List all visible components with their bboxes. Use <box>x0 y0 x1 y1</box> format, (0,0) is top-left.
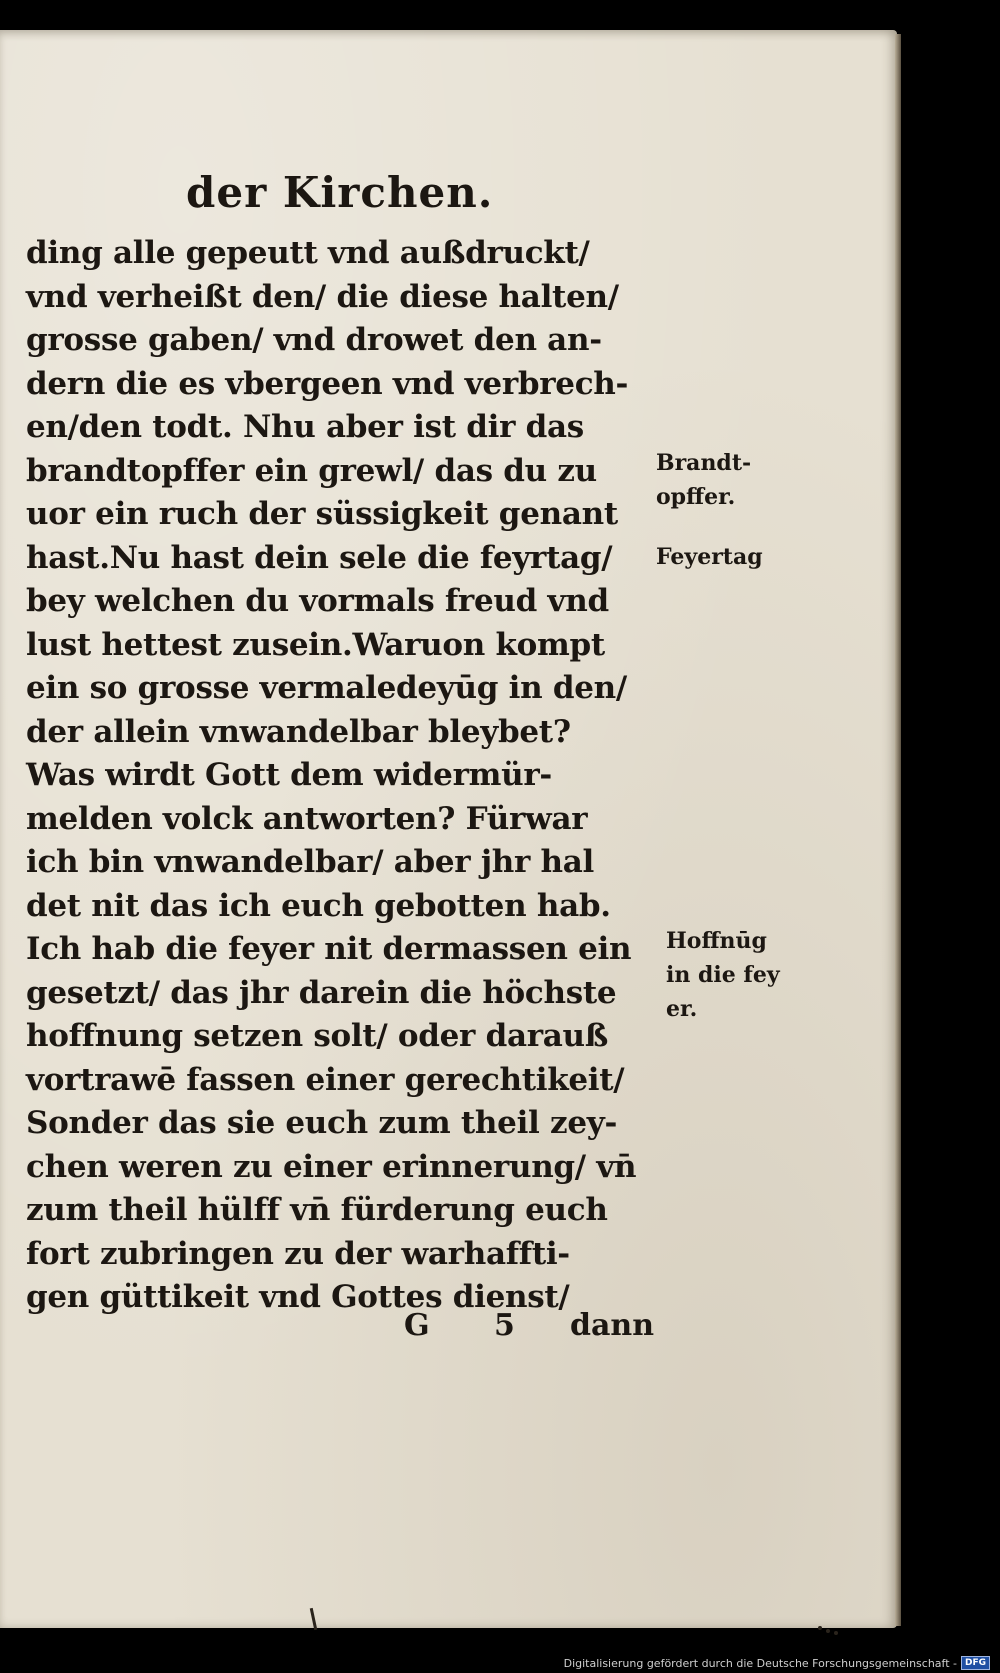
text-line: Was wirdt Gott dem widermür- <box>26 757 552 793</box>
marginal-note-line: Hoffnūg <box>666 928 767 954</box>
text-line: ich bin vnwandelbar/ aber jhr hal <box>26 844 595 880</box>
dfg-logo-icon: DFG <box>961 1656 990 1670</box>
marginal-note-line: Brandt- <box>656 450 752 476</box>
text-line: chen weren zu einer erinnerung/ vn̄ <box>26 1148 637 1185</box>
marginal-note-line: er. <box>666 996 698 1022</box>
page-edge-shadow <box>895 34 901 1626</box>
text-line: dern die es vbergeen vnd verbrech- <box>26 365 629 402</box>
ink-stroke-mark <box>310 1608 318 1630</box>
text-line: lust hettest zusein.Waruon kompt <box>26 626 605 663</box>
text-line: brandtopffer ein grewl/ das du zu <box>26 452 597 489</box>
text-line: gesetzt/ das jhr darein die höchste <box>26 974 617 1011</box>
text-line: zum theil hülff vn̄ fürderung euch <box>26 1192 608 1228</box>
ink-speck-marks <box>818 1626 844 1636</box>
text-line: gen güttikeit vnd Gottes dienst/ <box>26 1279 570 1315</box>
marginal-note-line: opffer. <box>656 484 736 510</box>
text-line: Sonder das sie euch zum theil zey- <box>26 1105 618 1141</box>
text-line: bey welchen du vormals freud vnd <box>26 583 609 619</box>
text-line: vnd verheißt den/ die diese halten/ <box>26 278 619 315</box>
signature-mark-letter: G <box>404 1308 430 1343</box>
marginal-note-line: in die fey <box>666 962 780 988</box>
text-line: melden volck antworten? Fürwar <box>26 800 588 837</box>
signature-mark-number: 5 <box>494 1308 515 1343</box>
text-line: hoffnung setzen solt/ oder darauß <box>26 1018 609 1054</box>
text-line: ein so grosse vermaledeyūg in den/ <box>26 670 627 706</box>
marginal-note-line: Feyertag <box>656 544 763 570</box>
marginal-note-brandtopffer <box>656 446 751 514</box>
text-line: en/den todt. Nhu aber ist dir das <box>26 409 584 445</box>
marginal-note-feyertag <box>656 540 763 574</box>
marginal-note-hoffnung <box>666 924 780 1026</box>
body-text <box>26 232 666 1320</box>
credit-text: Digitalisierung gefördert durch die Deutsche Forschungsgemeinschaft - <box>563 1656 957 1670</box>
digitization-credit <box>564 1656 990 1670</box>
text-line: der allein vnwandelbar bleybet? <box>26 713 571 750</box>
running-head: der Kirchen. <box>186 168 494 217</box>
text-line: uor ein ruch der süssigkeit genant <box>26 496 618 532</box>
text-line: vortrawē fassen einer gerechtikeit/ <box>26 1061 625 1098</box>
catchword: dann <box>570 1308 655 1343</box>
text-line: ding alle gepeutt vnd außdruckt/ <box>26 235 590 271</box>
text-line: fort zubringen zu der warhaffti- <box>26 1235 570 1272</box>
text-line: Ich hab die feyer nit dermassen ein <box>26 931 632 967</box>
text-line: grosse gaben/ vnd drowet den an- <box>26 322 602 358</box>
text-line: hast.Nu hast dein sele die feyrtag/ <box>26 539 613 576</box>
book-page <box>0 30 897 1628</box>
text-line: det nit das ich euch gebotten hab. <box>26 887 611 924</box>
